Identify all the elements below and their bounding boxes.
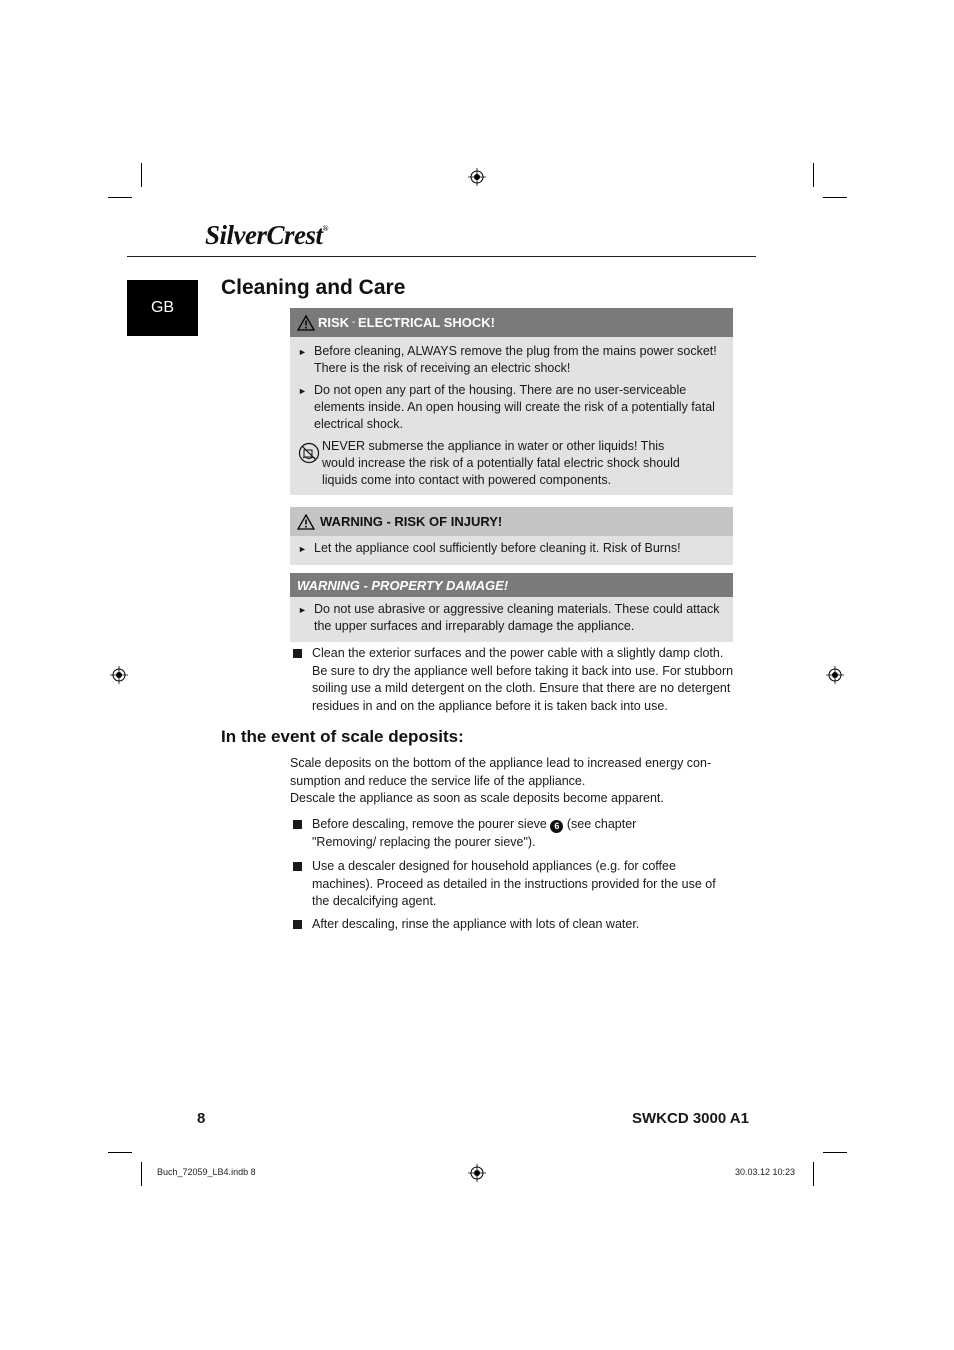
part-number-badge: 6 [550, 820, 563, 833]
registration-mark-icon [468, 168, 486, 186]
arrow-bullet-icon: ► [298, 544, 307, 554]
square-bullet-icon [293, 649, 302, 658]
page-number: 8 [197, 1110, 206, 1127]
header-rule [127, 256, 756, 257]
list-item: ► Let the appliance cool sufficiently before cleaning it. Risk of Burns! [298, 540, 723, 558]
descale-step-1: Before descaling, remove the pourer sieve 6 (see chapter "Removing/ replacing the pourer sieve"). [293, 816, 693, 851]
warning-triangle-icon [297, 514, 315, 530]
square-bullet-icon [293, 920, 302, 929]
risk-electrical-shock-box [290, 308, 733, 495]
slug-file: Buch_72059_LB4.indb 8 [157, 1167, 256, 1177]
warning-triangle-icon [297, 315, 315, 331]
risk-heading-main: ELECTRICAL SHOCK! [357, 315, 495, 330]
property-box-heading: WARNING - PROPERTY DAMAGE! [290, 573, 733, 597]
no-immersion-icon [298, 438, 322, 489]
crop-mark [813, 163, 814, 187]
crop-mark [813, 1162, 814, 1186]
list-item: ► Do not use abrasive or aggressive cleaning materials. These could attack the upper surfaces and irreparably damage the appliance. [298, 602, 720, 633]
crop-mark [108, 1152, 132, 1153]
arrow-bullet-icon: ► [298, 347, 307, 357]
descale-step-3: After descaling, rinse the appliance with lots of clean water. [293, 916, 735, 934]
arrow-bullet-icon: ► [298, 386, 307, 396]
list-item: ► Do not open any part of the housing. There are no user-serviceable elements inside. An open housing will create the risk of a potentially fatal electrical shock. [298, 383, 715, 431]
square-bullet-icon [293, 820, 302, 829]
brand-logo: SilverCrest® [205, 220, 328, 250]
risk-box-heading [290, 308, 733, 337]
cleaning-step: Clean the exterior surfaces and the power cable with a slightly damp cloth. Be sure to dry the appliance well before taking it back into use. For stubborn soiling use a mild detergent on the cloth. Ensure that there are no detergent residues in and on the appliance before it is taken back into use. [293, 645, 735, 715]
registration-mark-icon [826, 666, 844, 684]
risk-box-body [290, 337, 733, 495]
crop-mark [141, 1162, 142, 1186]
model-number: SWKCD 3000 A1 [632, 1110, 749, 1127]
risk-heading-prefix: RISK [318, 315, 350, 330]
square-bullet-icon [293, 862, 302, 871]
list-item: ► Before cleaning, ALWAYS remove the plug from the mains power socket! There is the risk of receiving an electric shock! [298, 344, 717, 375]
property-box-body [290, 597, 733, 642]
section-title: Cleaning and Care [221, 276, 406, 299]
crop-mark [141, 163, 142, 187]
risk-heading-separator: - [349, 317, 358, 328]
registration-mark-icon [468, 1164, 486, 1182]
injury-box-heading: WARNING - RISK OF INJURY! [290, 507, 733, 536]
scale-intro: Scale deposits on the bottom of the appliance lead to increased energy con- sumption and reduce the service life of the appliance. Descale the appliance as soon as scale deposits become apparent. [290, 756, 712, 805]
arrow-bullet-icon: ► [298, 605, 307, 615]
language-tab: GB [127, 280, 198, 336]
injury-warning-box [290, 507, 733, 565]
scale-section-title: In the event of scale deposits: [221, 727, 464, 746]
crop-mark [108, 197, 132, 198]
injury-box-body [290, 536, 733, 565]
descale-step-2: Use a descaler designed for household appliances (e.g. for coffee machines). Proceed as detailed in the instructions provided for the use of the decalcifying agent. [293, 858, 735, 911]
slug-date: 30.03.12 10:23 [735, 1167, 796, 1177]
no-immersion-note: NEVER submerse the appliance in water or other liquids! This would increase the risk of a potentially fatal electric shock should liquids come into contact with powered components. [298, 438, 723, 489]
property-damage-box [290, 573, 733, 642]
crop-mark [823, 197, 847, 198]
registration-mark-icon [110, 666, 128, 684]
crop-mark [823, 1152, 847, 1153]
